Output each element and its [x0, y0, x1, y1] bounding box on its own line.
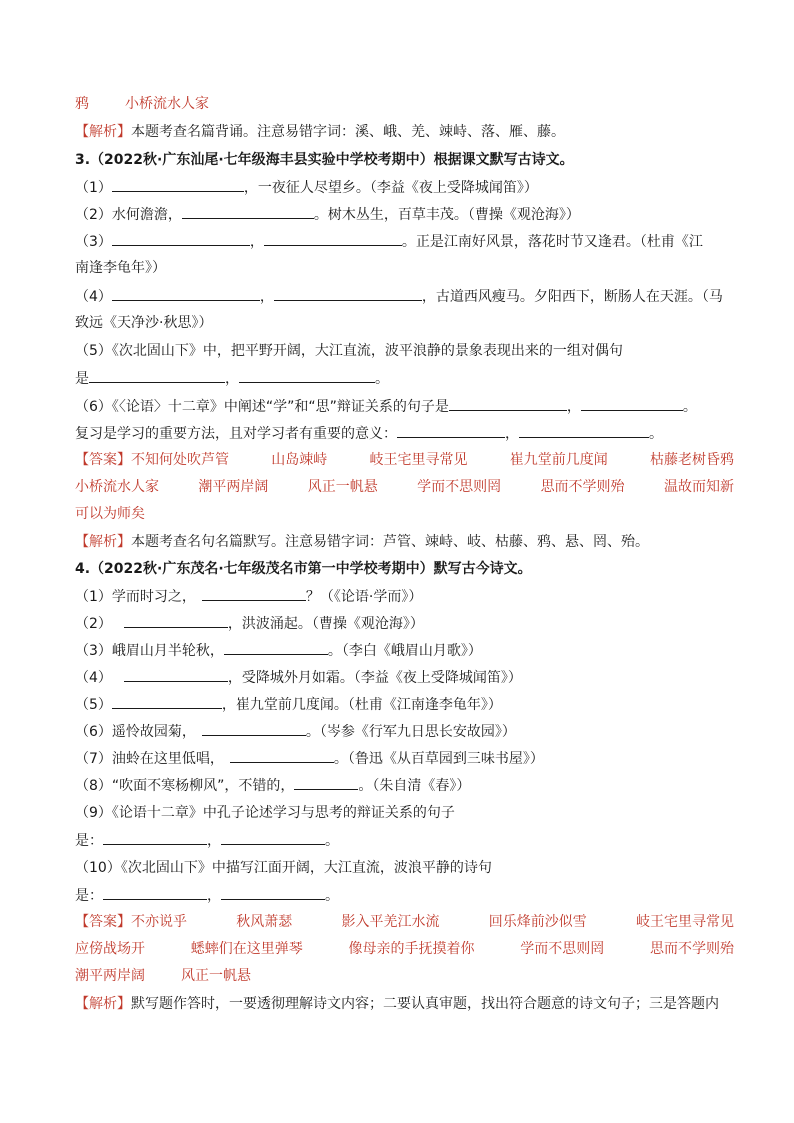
q4-item-6: （6）遥怜故园菊， 。（岑参《行军九日思长安故园》）: [75, 721, 734, 741]
q4-item-7: （7）油蛉在这里低唱， 。（鲁迅《从百草园到三味书屋》）: [75, 748, 734, 768]
answer-blank[interactable]: [239, 368, 375, 383]
q4-item-2: （2） ，洪波涌起。（曹操《观沧海》）: [75, 613, 734, 633]
q4-item-1: （1）学而时习之， ？（《论语·学而》）: [75, 586, 734, 606]
answer-blank[interactable]: [124, 613, 228, 628]
q3-answer-row-2: 小桥流水人家 潮平两岸阔 风正一帆悬 学而不思则罔 思而不学则殆 温故而知新: [75, 479, 734, 495]
q4-item-5: （5） ，崔九堂前几度闻。（杜甫《江南逢李龟年》）: [75, 694, 734, 714]
analysis-tag: 【解析】: [75, 996, 131, 1012]
answer-blank[interactable]: [103, 830, 207, 845]
q3-item-5-answer: 是 ， 。: [75, 368, 734, 388]
q4-item-9: （9）《论语十二章》中孔子论述学习与思考的辩证关系的句子: [75, 805, 455, 821]
answer-blank[interactable]: [89, 368, 225, 383]
answer-blank[interactable]: [112, 231, 250, 246]
q4-item-3: （3）峨眉山月半轮秋， 。（李白《峨眉山月歌》）: [75, 640, 734, 660]
q4-item-9-answer: 是： ， 。: [75, 830, 734, 850]
answer-blank[interactable]: [294, 775, 358, 790]
answer-blank[interactable]: [221, 830, 325, 845]
q3-item-1: （1） ，一夜征人尽望乡。（李益《夜上受降城闻笛》）: [75, 177, 734, 197]
q3-item-4: （4） ， ，古道西风瘦马。夕阳西下，断肠人在天涯。（马: [75, 286, 734, 306]
q3-item-3: （3） ， 。正是江南好风景，落花时节又逢君。（杜甫《江: [75, 231, 734, 251]
answer-blank[interactable]: [230, 748, 334, 763]
answer-blank[interactable]: [182, 204, 314, 219]
q4-answer-row-3: 潮平两岸阔 风正一帆悬: [75, 968, 251, 984]
q3-item-6b: 复习是学习的重要方法，且对学习者有重要的意义： ， 。: [75, 423, 734, 443]
answer-blank[interactable]: [397, 423, 505, 438]
q3-analysis: 【解析】本题考查名句名篇默写。注意易错字词：芦管、竦峙、岐、枯藤、鸦、悬、罔、殆。: [75, 534, 649, 550]
q3-answer-row-3: 可以为师矣: [75, 506, 145, 522]
prev-answer-line: [75, 94, 734, 114]
analysis-text: 本题考查名篇背诵。注意易错字词：溪、峨、羌、竦峙、落、雁、藤。: [131, 124, 565, 140]
answer-blank[interactable]: [112, 177, 244, 192]
analysis-tag: 【解析】: [75, 534, 131, 550]
answer-tag: 【答案】: [75, 914, 131, 930]
answer-blank[interactable]: [103, 885, 207, 900]
q3-item-5: （5）《次北固山下》中，把平野开阔，大江直流，波平浪静的景象表现出来的一组对偶句: [75, 343, 623, 359]
answer-blank[interactable]: [202, 721, 306, 736]
q4-item-4: （4） ，受降城外月如霜。（李益《夜上受降城闻笛》）: [75, 667, 734, 687]
q4-answer-row-2: 应傍战场开 蟋蟀们在这里弹琴 像母亲的手抚摸着你 学而不思则罔 思而不学则殆: [75, 941, 734, 957]
answer-blank[interactable]: [274, 286, 422, 301]
answer-blank[interactable]: [221, 885, 325, 900]
q4-answer-row-1: 【答案】不亦说乎 秋风萧瑟 影入平羌江水流 回乐烽前沙似雪 岐王宅里寻常见: [75, 914, 734, 930]
q3-item-4-cont: 致远《天净沙·秋思》）: [75, 315, 213, 331]
answer-blank[interactable]: [202, 586, 306, 601]
q4-analysis: 【解析】默写题作答时，一要透彻理解诗文内容；二要认真审题，找出符合题意的诗文句子；三是答题内: [75, 996, 719, 1012]
q3-item-6: （6）《〈论语〉十二章》中阐述“学”和“思”辩证关系的句子是 ， 。: [75, 396, 734, 416]
q3-item-2: （2）水何澹澹， 。树木丛生，百草丰茂。（曹操《观沧海》）: [75, 204, 734, 224]
q3-answer-row-1: 【答案】不知何处吹芦管 山岛竦峙 岐王宅里寻常见 崔九堂前几度闻 枯藤老树昏鸦: [75, 452, 734, 468]
q3-item-3-cont: 南逢李龟年》）: [75, 260, 166, 276]
prev-answer-2: 小桥流水人家: [125, 96, 209, 112]
q3-title: 3.（2022秋·广东汕尾·七年级海丰县实验中学校考期中）根据课文默写古诗文。: [75, 152, 574, 168]
answer-blank[interactable]: [449, 396, 567, 411]
prev-analysis: [75, 122, 734, 142]
q4-item-8: （8）“吹面不寒杨柳风”，不错的， 。（朱自清《春》）: [75, 775, 734, 795]
answer-tag: 【答案】: [75, 452, 131, 468]
answer-blank[interactable]: [112, 694, 222, 709]
answer-blank[interactable]: [224, 640, 328, 655]
q4-item-10: （10）《次北固山下》中描写江面开阔，大江直流，波浪平静的诗句: [75, 860, 492, 876]
analysis-tag: 【解析】: [75, 124, 131, 140]
answer-blank[interactable]: [581, 396, 683, 411]
prev-answer-1: 鸦: [75, 96, 89, 112]
answer-blank[interactable]: [124, 667, 228, 682]
answer-blank[interactable]: [264, 231, 402, 246]
answer-blank[interactable]: [112, 286, 260, 301]
q4-title: 4.（2022秋·广东茂名·七年级茂名市第一中学校考期中）默写古今诗文。: [75, 561, 532, 577]
q4-item-10-answer: 是： ， 。: [75, 885, 734, 905]
answer-blank[interactable]: [519, 423, 649, 438]
